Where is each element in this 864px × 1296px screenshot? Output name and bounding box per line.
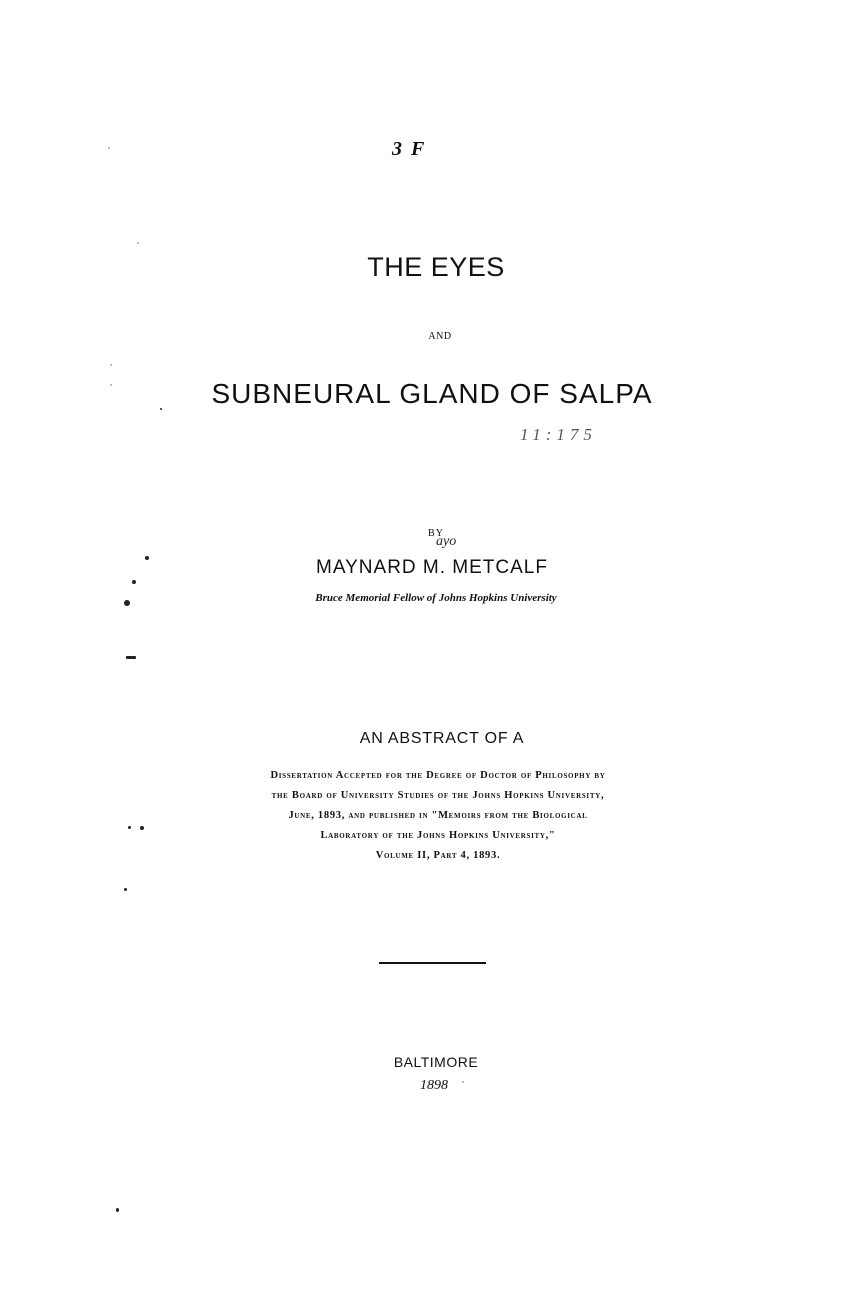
catalog-mark: 11:175 [520, 425, 597, 444]
scan-speck [128, 826, 131, 829]
scan-speck [145, 556, 149, 560]
imprint-year: 1898 [420, 1078, 448, 1093]
scan-speck [116, 1208, 119, 1212]
title-conjunction: AND [428, 331, 452, 342]
scan-speck [160, 408, 162, 410]
scan-speck [110, 364, 112, 366]
handwritten-shelf-mark: 3 F [392, 138, 427, 160]
abstract-line: Volume II, Part 4, 1893. [375, 850, 501, 861]
abstract-line: Laboratory of the Johns Hopkins University," [320, 830, 556, 841]
scan-speck [126, 656, 136, 659]
author-name: MAYNARD M. METCALF [316, 557, 548, 578]
abstract-statement [0, 766, 864, 866]
abstract-line: Dissertation Accepted for the Degree of Doctor of Philosophy by [270, 770, 606, 781]
scan-speck [124, 888, 127, 891]
author-handwritten-annotation: ayo [436, 534, 457, 549]
scan-speck [137, 242, 139, 244]
scan-speck [140, 826, 144, 830]
imprint-city: BALTIMORE [393, 1054, 479, 1070]
abstract-line: the Board of University Studies of the Johns Hopkins University, [271, 790, 605, 801]
scan-speck [108, 147, 110, 149]
scan-speck [124, 600, 130, 606]
title-subtitle: SUBNEURAL GLAND OF SALPA [211, 378, 653, 409]
abstract-heading: AN ABSTRACT OF A [359, 730, 525, 747]
scan-speck [462, 1081, 464, 1083]
divider-rule [379, 962, 486, 964]
abstract-line: June, 1893, and published in "Memoirs from the Biological [288, 810, 588, 821]
title-main: THE EYES [367, 252, 505, 282]
author-affiliation: Bruce Memorial Fellow of Johns Hopkins University [315, 592, 557, 604]
scan-speck [110, 384, 112, 386]
scan-speck [132, 580, 136, 584]
by-line: BY [428, 528, 444, 539]
